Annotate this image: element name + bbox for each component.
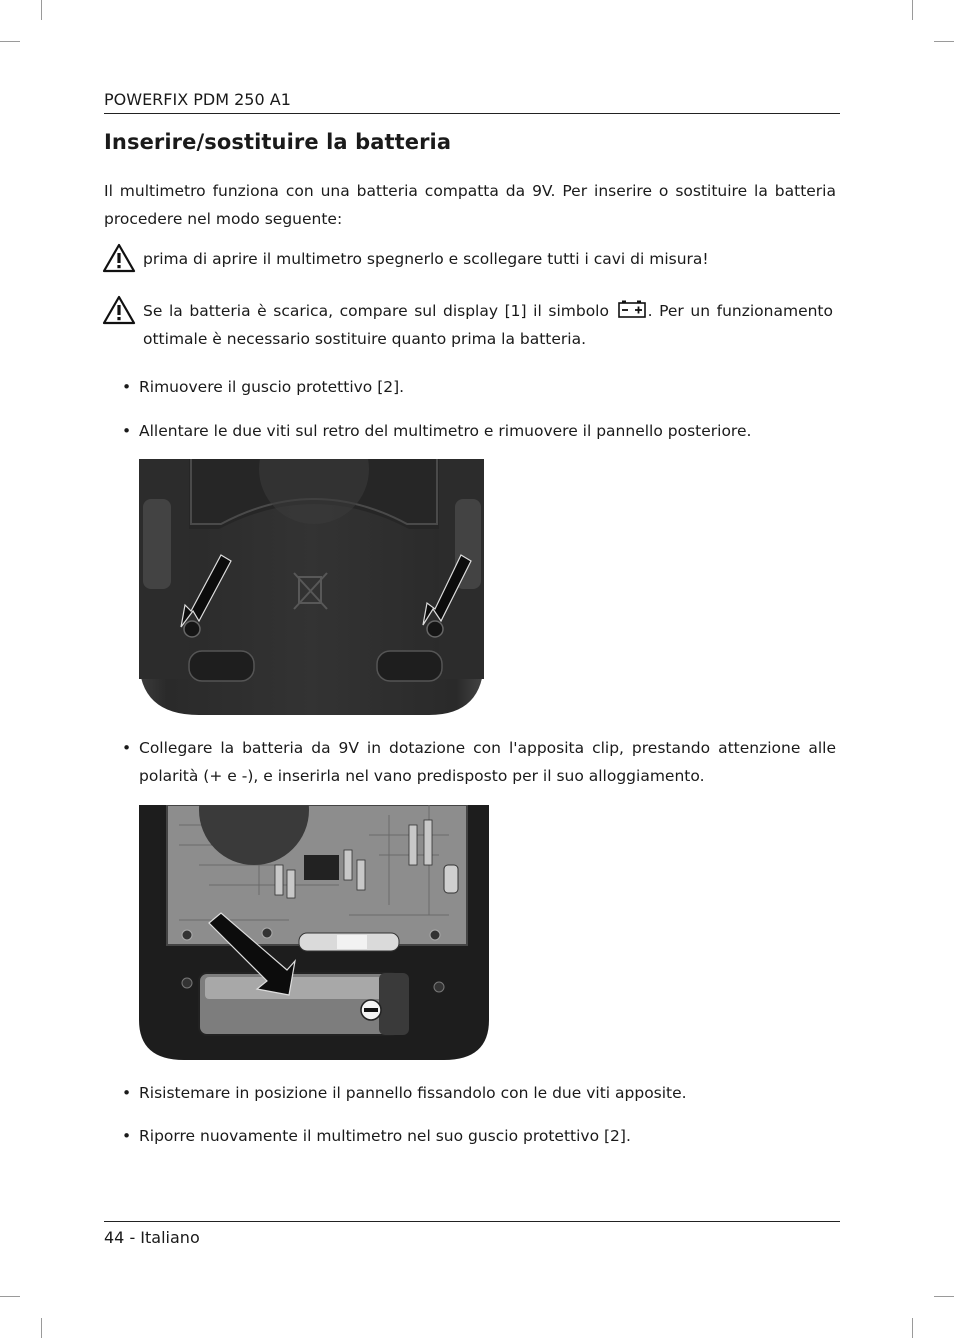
crop-mark [934,1296,954,1297]
section-heading: Inserire/sostituire la batteria [104,130,452,154]
page-footer [104,1221,840,1248]
intro-paragraph: Il multimetro funziona con una batteria compatta da 9V. Per inserire o sostituire la batteria procedere nel modo seguente: [104,182,836,228]
bullet-dot: • [122,739,132,757]
warning-triangle-icon [102,295,136,325]
crop-mark [41,1318,42,1338]
bullet-dot: • [122,1127,132,1145]
crop-mark [912,0,913,20]
crop-mark [0,1296,20,1297]
bullet-dot: • [122,422,132,440]
step-text: Risistemare in posizione il pannello fissandolo con le due viti apposite. [139,1084,687,1102]
step-text: Riporre nuovamente il multimetro nel suo guscio protettivo [2]. [139,1127,631,1145]
header-title: POWERFIX PDM 250 A1 [104,90,291,109]
warning-triangle-icon [102,243,136,273]
back-panel-photo [139,459,489,717]
crop-mark [934,41,954,42]
crop-mark [912,1318,913,1338]
step-text: Rimuovere il guscio protettivo [2]. [139,378,405,396]
crop-mark [0,41,20,42]
battery-compartment-photo [139,805,489,1061]
warning-text [143,297,833,353]
step-text: Collegare la batteria da 9V in dotazione con l'apposita clip, prestando attenzione alle polarità (+ e -), e inserirla nel vano predisposto per il suo alloggiamento. [139,739,836,785]
running-header [104,90,840,114]
warning-text: prima di aprire il multimetro spegnerlo e scollegare tutti i cavi di misura! [143,250,709,268]
page-number: 44 - Italiano [104,1228,200,1247]
low-battery-icon [618,300,646,318]
bullet-dot: • [122,378,132,396]
crop-mark [41,0,42,20]
bullet-dot: • [122,1084,132,1102]
warning-text-before: Se la batteria è scarica, compare sul display [1] il simbolo [143,302,609,320]
step-text: Allentare le due viti sul retro del multimetro e rimuovere il pannello posteriore. [139,422,752,440]
warning-text-after: . Per un funzionamento ottimale è necessario sostituire quanto prima la batteria. [143,302,833,348]
